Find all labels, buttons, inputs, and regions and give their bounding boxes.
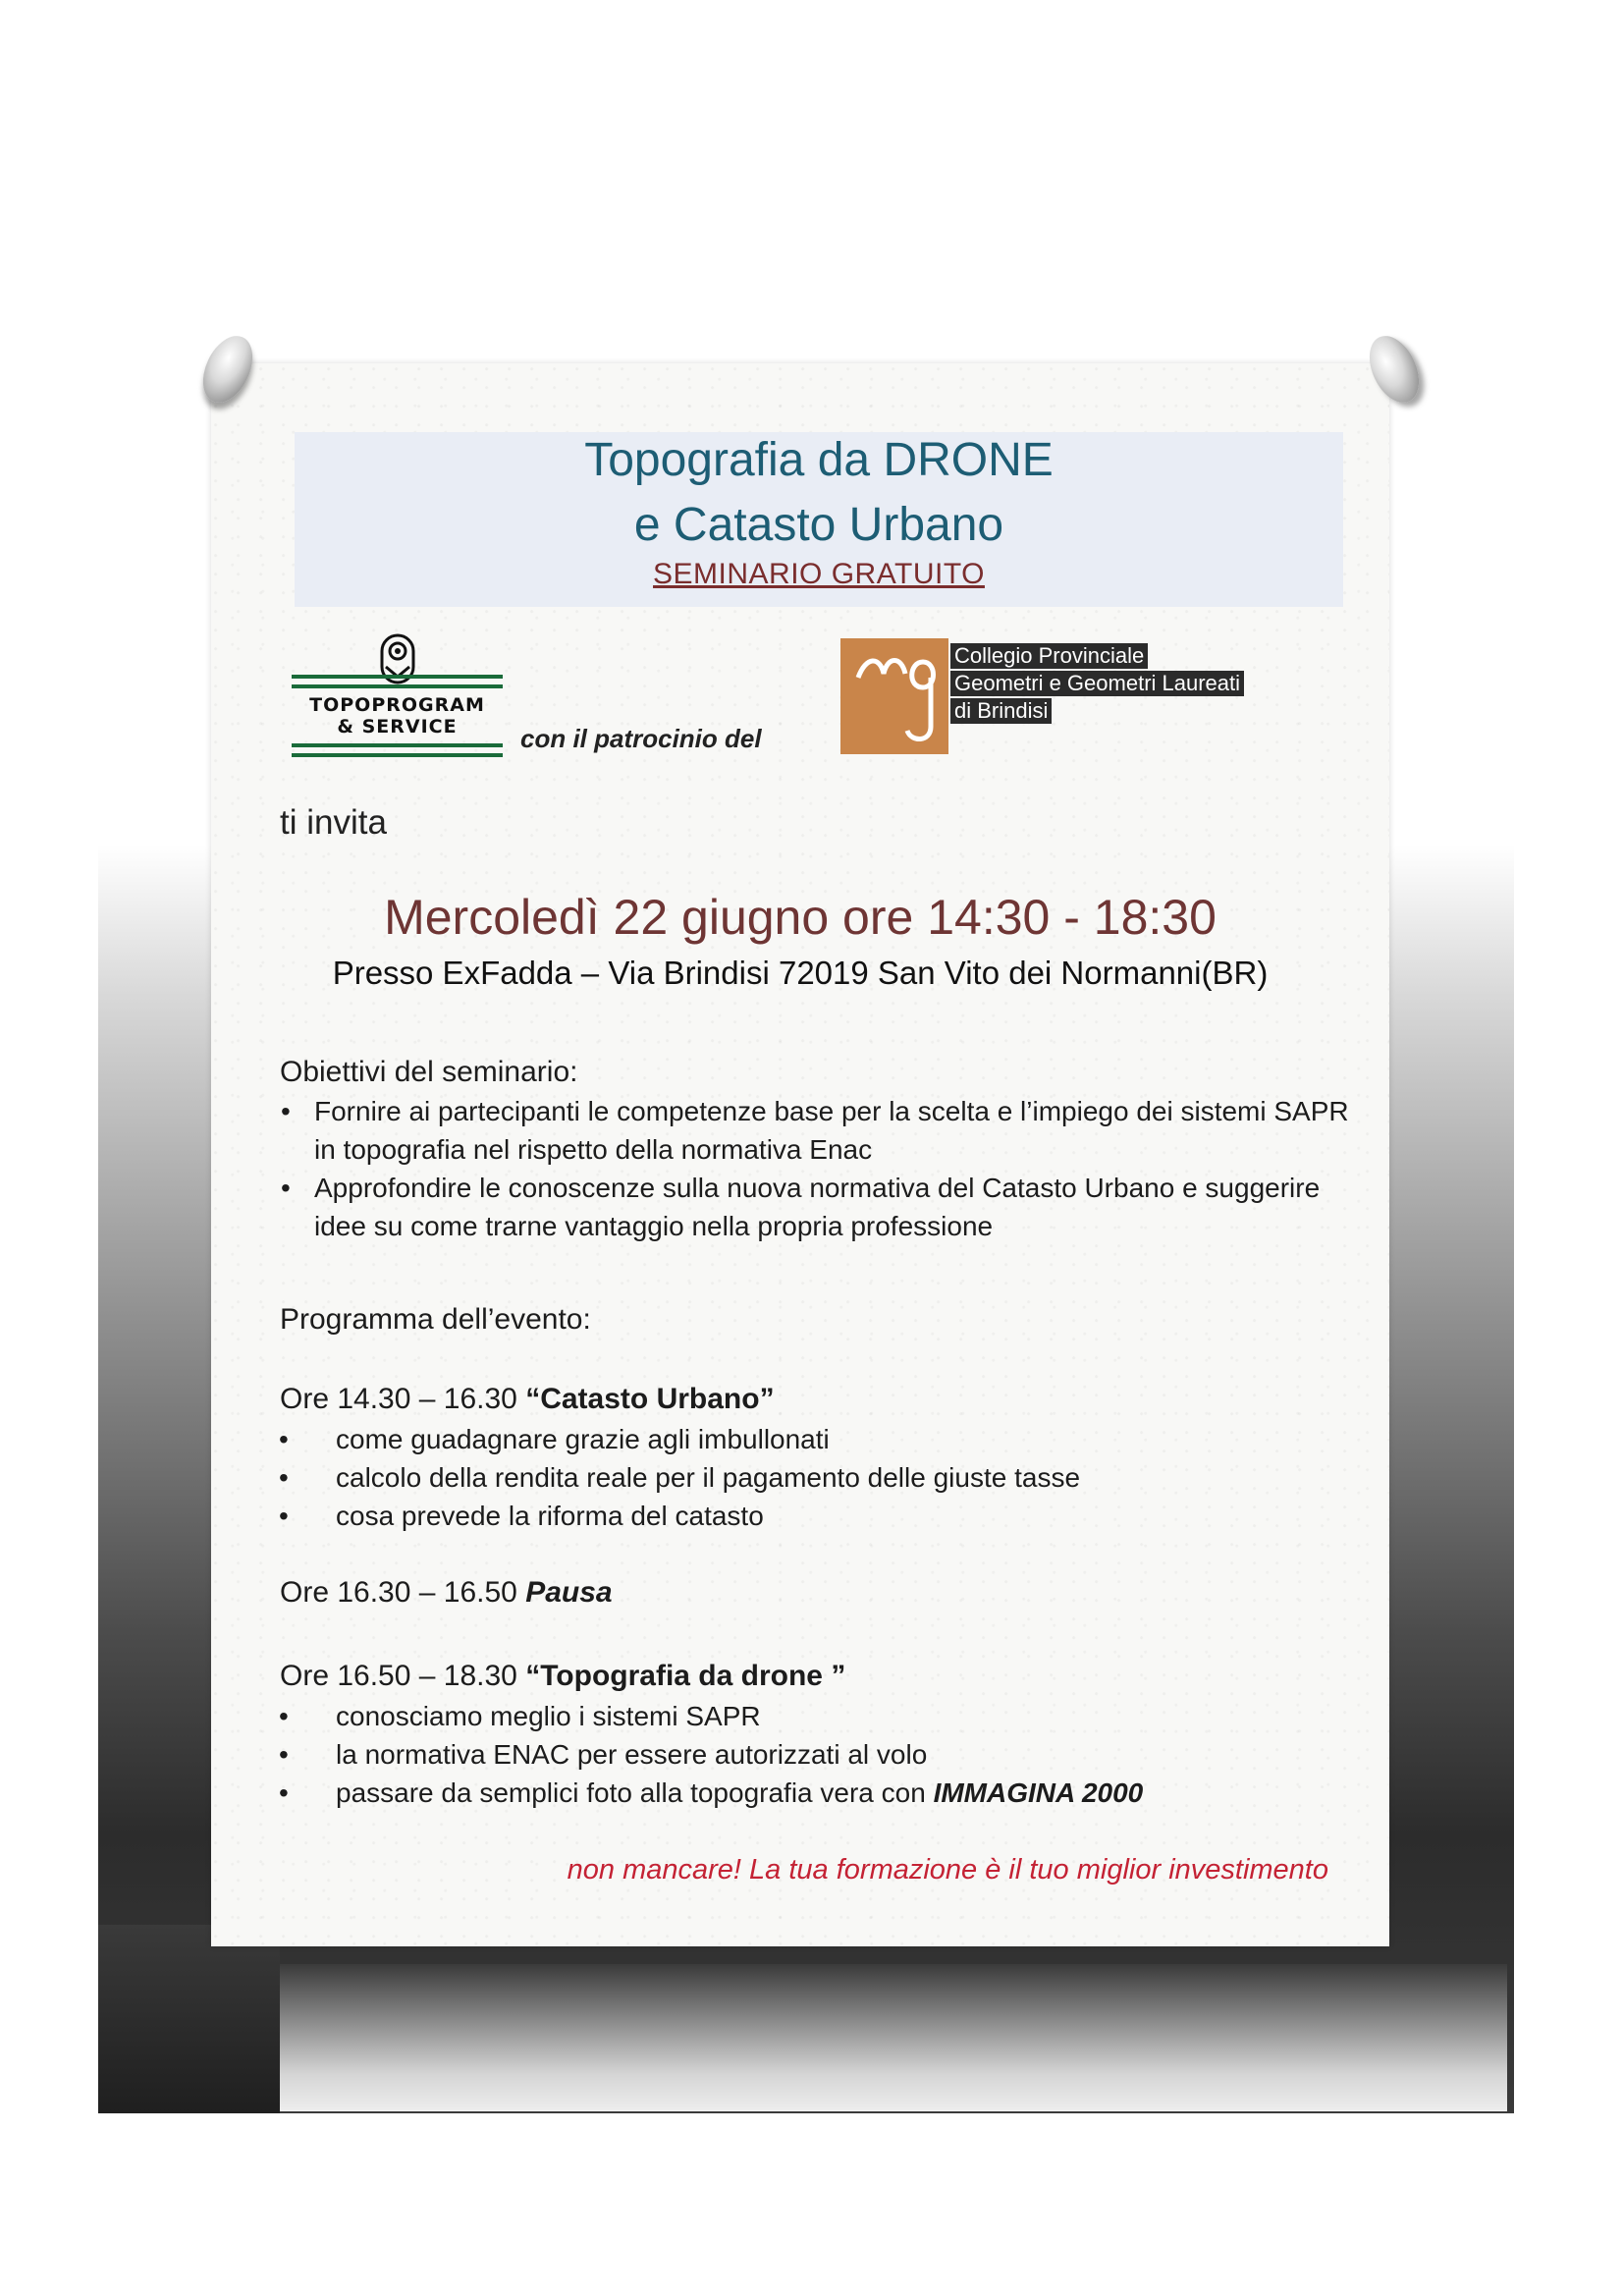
page-title-line2: e Catasto Urbano (633, 499, 1004, 551)
event-date: Mercoledì 22 giugno ore 14:30 - 18:30 (384, 890, 1217, 945)
session-title: “Catasto Urbano” (525, 1383, 775, 1415)
list-item: • come guadagnare grazie agli imbullonati (275, 1420, 1355, 1458)
backdrop-shadow (280, 1964, 1507, 2111)
invite-text: ti invita (280, 803, 387, 842)
session-list (275, 1420, 1355, 1535)
session-list (275, 1697, 1355, 1812)
page-title: Topografia da DRONE (584, 434, 1054, 486)
pause-time: Ore 16.30 – 16.50 (280, 1576, 517, 1609)
list-item: • Fornire ai partecipanti le competenze base per la scelta e l’impiego dei sistemi SAPR in topografia nel rispetto della normativa Enac (275, 1092, 1355, 1169)
collegio-line: di Brindisi (950, 698, 1052, 724)
list-item (275, 1774, 1355, 1812)
session-time: Ore 14.30 – 16.30 (280, 1383, 517, 1415)
topoprogram-logo (292, 633, 503, 761)
divider (292, 684, 503, 688)
collegio-name (950, 643, 1244, 726)
program-heading: Programma dell’evento: (280, 1303, 591, 1336)
list-item: • la normativa ENAC per essere autorizzati al volo (275, 1735, 1355, 1774)
list-item: • cosa prevede la riforma del catasto (275, 1497, 1355, 1535)
list-item: • calcolo della rendita reale per il pagamento delle giuste tasse (275, 1458, 1355, 1497)
list-item: • Approfondire le conoscenze sulla nuova normativa del Catasto Urbano e suggerire idee su come trarne vantaggio nella propria professione (275, 1169, 1355, 1245)
session-title: “Topografia da drone ” (525, 1660, 846, 1692)
collegio-line: Geometri e Geometri Laureati (950, 671, 1244, 696)
collegio-monogram-icon (840, 638, 948, 754)
session-time: Ore 16.50 – 18.30 (280, 1660, 517, 1692)
pause-title: Pausa (525, 1576, 613, 1609)
closing-slogan: non mancare! La tua formazione è il tuo miglior investimento (567, 1854, 1328, 1886)
divider (292, 753, 503, 757)
objectives-list (275, 1092, 1355, 1245)
software-name: IMMAGINA 2000 (933, 1777, 1144, 1808)
event-location: Presso ExFadda – Via Brindisi 72019 San Vito dei Normanni(BR) (332, 955, 1269, 991)
divider (292, 743, 503, 747)
topoprogram-name: TOPOPROGRAM (309, 694, 485, 716)
collegio-logo (840, 638, 948, 754)
list-item-text: passare da semplici foto alla topografia vera con (336, 1777, 926, 1808)
topoprogram-service: & SERVICE (337, 716, 458, 738)
patronage-text: con il patrocinio del (520, 724, 762, 753)
objectives-heading: Obiettivi del seminario: (280, 1056, 578, 1088)
session-header (280, 1660, 845, 1693)
divider (292, 675, 503, 679)
pause-header (280, 1576, 613, 1610)
session-header (280, 1383, 775, 1416)
collegio-line: Collegio Provinciale (950, 643, 1148, 669)
list-item: • conosciamo meglio i sistemi SAPR (275, 1697, 1355, 1735)
seminar-subtitle: SEMINARIO GRATUITO (653, 558, 985, 590)
backdrop-shadow-left (98, 1925, 280, 2113)
